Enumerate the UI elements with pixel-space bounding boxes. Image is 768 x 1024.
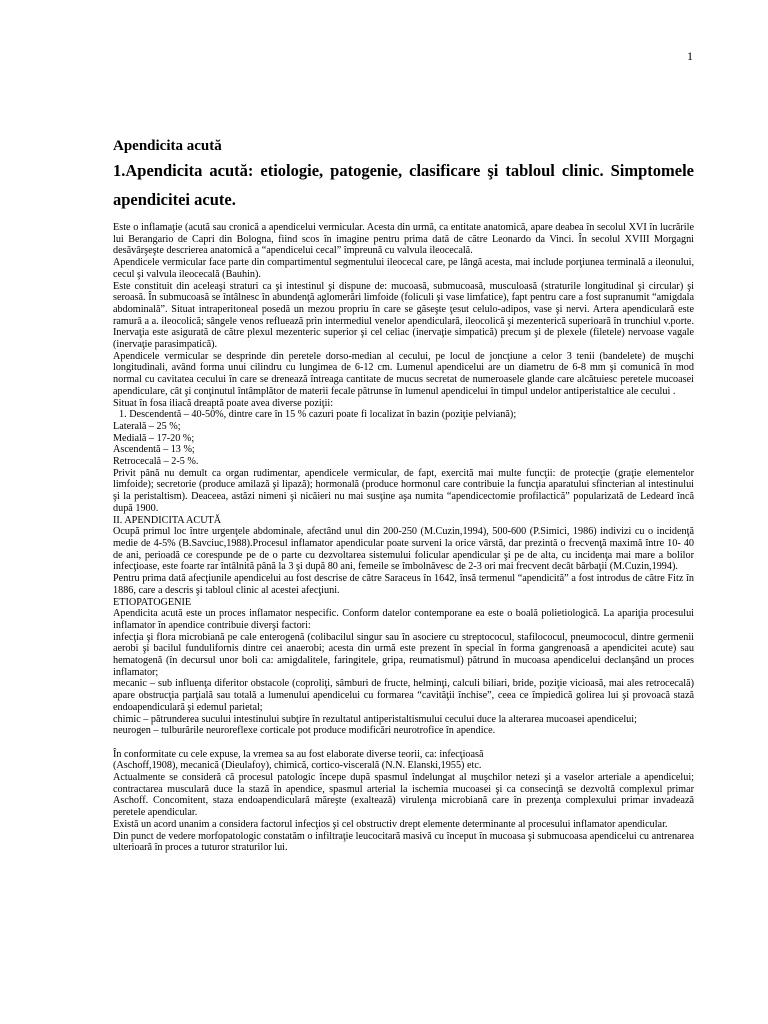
paragraph: Medială – 17-20 %; [113,432,195,444]
paragraph: Ocupă primul loc între urgenţele abdominale, afectând unul din 200-250 (M.Cuzin,1994), 500-600 (P.Simici, 1986) indivizi cu o incidenţă medie de 4-5% (B.Savciuc,1988).Procesul inflamator apendicular poate surveni la orice vârstă, dar prezintă o frecvenţă maximă între 10- 40 de ani, perioadă ce corespunde pe de o parte cu dezvoltarea sistemului folicular apendicular şi pe de alta, cu incidenţa mai mare a bolilor infecţioase, este foarte rar întâlnită până la 3 şi după 80 ani, femeile se îmbolnăvesc de 2-3 ori mai frecvent decât bărbaţii (M.Cuzin,1994). [113,526,694,573]
paragraph: Este constituit din aceleaşi straturi ca şi intestinul şi dispune de: mucoasă, submucoasă, musculoasă (straturile longitudinal şi circular) şi seroasă. În submucoasă se întâlnesc în abundenţă aglomerări limfoide (foliculi şi vase limfatice), fapt pentru care a fost supranumit “amigdala abdominală”. Situat intraperitoneal posedă un mezou propriu în care se găseşte ţesut celulo-adipos, vase şi nervi. Artera apendiculară este ramură a a. ileocolică; sângele venos refluează prin intermediul venelor apendiculară, ileocolică şi mezenterică superioară în trunchiul v.porte. Inervaţia este asigurată de către plexul mezenteric superior şi cel celiac (inervaţie simpatică) precum şi de plexele (filetele) nervoase vagale (inervaţie parasimpatică). [113,280,694,351]
paragraph: 1. Descendentă – 40-50%, dintre care în 15 % cazuri poate fi localizat în bazin (poziţie pelviană); [119,409,517,421]
paragraph: Privit până nu demult ca organ rudimentar, apendicele vermicular, de fapt, exercită mai multe funcţii: de protecţie (graţie elementelor limfoide); secretorie (produce amilază şi lipază); hormonală (produce hormonul care contribuie la funcţia aparatului sfincterian al intestinului şi la peristaltism). Deaceea, astăzi nimeni şi nicăieri nu mai susţine aşa numita “apendicectomie profilactică” popularizată de Ledeard încă după 1900. [113,467,694,514]
paragraph: Retrocecală – 2-5 %. [113,456,199,468]
document-content [113,137,694,854]
paragraph: Există un acord unanim a considera factorul infecţios şi cel obstructiv drept elemente determinante al procesului inflamator apendicular. [113,818,668,830]
paragraph: neurogen – tulburările neuroreflexe corticale pot produce modificări neurotrofice în apendice. [113,725,496,737]
paragraph: În conformitate cu cele expuse, la vremea sa au fost elaborate diverse teorii, ca: infecţioasă [113,748,484,760]
document-body [113,222,694,854]
paragraph: ETIOPATOGENIE [113,596,192,608]
paragraph: chimic – pătrunderea sucului intestinului subţire în rezultatul antiperistaltismului cecului duce la alterarea mucoasei apendicelui; [113,713,637,725]
paragraph: mecanic – sub influenţa diferitor obstacole (coproliţi, sâmburi de fructe, helminţi, calculi biliari, bride, poziţie vicioasă, mai ales retrocecală) apare obstrucţia parţială sau totală a lumenului apendicelui cu formarea “cavităţii închise”, ceea ce împiedică golirea lui şi provoacă stază endoapendiculară şi edemul parietal; [113,678,694,713]
paragraph: Ascendentă – 13 %; [113,444,195,456]
document-subtitle: 1.Apendicita acută: etiologie, patogenie, clasificare şi tabloul clinic. Simptomele apendicitei acute. [113,161,694,209]
document-title: Apendicita acută [113,138,222,154]
paragraph: (Aschoff,1908), mecanică (Dieulafoy), chimică, cortico-viscerală (N.N. Elanski,1955) etc. [113,760,482,772]
paragraph: Este o inflamaţie (acută sau cronică a apendicelui vermicular. Acesta din urmă, ca entitate anatomică, apare deabea în secolul XVI în lucrările lui Berangario de Capri din Bologna, fiind scos în imagine pentru prima dată de către Leonardo da Vinci. În secolul XVIII Morgagni desăvârşeşte descrierea anatomică a “apendicelui cecal” împreună cu valvula ileocecală. [113,222,694,257]
paragraph-spacer [113,737,694,749]
paragraph: II. APENDICITA ACUTĂ [113,514,222,526]
paragraph: Laterală – 25 %; [113,420,181,432]
paragraph: Apendicele vermicular se desprinde din peretele dorso-median al cecului, pe locul de joncţiune a celor 3 tenii (bandelete) de muşchi longitudinali, având forma unui cilindru cu lungimea de 6-12 cm. Lumenul apendicelui are un diametru de 6-8 mm şi comunică în mod normal cu cavitatea cecului în care se drenează întreaga cantitate de mucus secretat de numeroasele glande care alcătuiesc peretele mucoasei apendiculare, cât şi conţinutul întâmplător de materii fecale pătrunse în lumenul apendicelui în timpul undelor antiperistaltice ale cecului . [113,350,694,397]
paragraph: Apendicita acută este un proces inflamator nespecific. Conform datelor contemporane ea este o boală polietiologică. La apariţia procesului inflamator în apendice contribuie diverşi factori: [113,608,694,631]
paragraph: Actualmente se consideră că procesul patologic începe după spasmul îndelungat al muşchilor netezi şi a vaselor arteriale a apendicelui; contractarea musculară duce la stază în apendice, spasmul arterial la ischemia mucoasei şi ca consecinţă se dezvoltă complexul primar Aschoff. Concomitent, staza endoapendiculară măreşte (exaltează) virulenţa microbiană care în prezenţa complexului primar invadează peretele apendicular. [113,772,694,819]
paragraph: Situat în fosa iliacă dreaptă poate avea diverse poziţii: [113,397,334,409]
paragraph: infecţia şi flora microbiană pe cale enterogenă (colibacilul singur sau în asociere cu streptococul, stafilococul, pneumococul, dintre germenii aerobi şi bacilul fundulifornis dintre cei anaerobi; acesta din urmă este prezent în special în forma gangrenoasă a apendicitei acute) sau hematogenă (în decursul unor boli ca: amigdalitele, faringitele, gripa, reumatismul) pătrund în mucoasa apendicelui declanşând un proces inflamator; [113,631,694,678]
paragraph: Din punct de vedere morfopatologic constatăm o infiltraţie leucocitară masivă cu început în mucoasa şi submucoasa apendicelui cu antrenarea ulterioară în proces a tuturor straturilor lui. [113,830,694,854]
paragraph: Apendicele vermicular face parte din compartimentul segmentului ileocecal care, pe lângă acesta, mai include porţiunea terminală a ileonului, cecul şi valvula ileocecală (Bauhin). [113,257,694,280]
page-number: 1 [687,49,693,63]
paragraph: Pentru prima dată afecţiunile apendicelui au fost descrise de către Saraceus în 1642, însă termenul “apendicită” a fost introdus de către Fitz în 1886, care a descris şi tabloul clinic al acestei afecţiuni. [113,573,694,596]
